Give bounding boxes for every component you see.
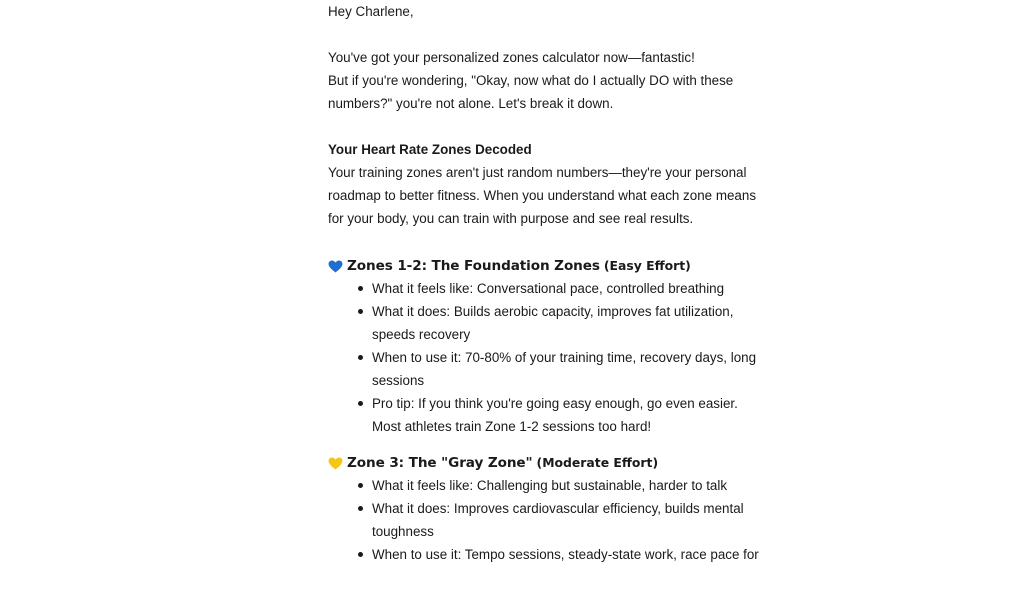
list-item	[328, 474, 748, 497]
bullet-line: toughness	[372, 524, 434, 539]
yellow-heart-icon	[328, 457, 343, 470]
bullet-dot	[358, 355, 363, 360]
bullet-dot	[358, 309, 363, 314]
bullet-line: What it feels like: Challenging but sustainable, harder to talk	[372, 478, 728, 493]
list-item	[328, 300, 748, 346]
bullet-line: Pro tip: If you think you're going easy enough, go even easier.	[372, 396, 738, 411]
intro-paragraph	[328, 46, 748, 115]
bullet-line: What it does: Improves cardiovascular efficiency, builds mental	[372, 501, 744, 516]
greeting: Hey Charlene,	[328, 4, 414, 19]
zone-effort: (Moderate Effort)	[536, 455, 659, 470]
bullet-line: What it feels like: Conversational pace, controlled breathing	[372, 281, 725, 296]
bullet-line: Most athletes train Zone 1-2 sessions too hard!	[372, 419, 652, 434]
zone-bullet-list	[328, 277, 757, 438]
section-line: Your training zones aren't just random numbers—they're your personal	[328, 165, 747, 180]
bullet-dot	[358, 286, 363, 291]
section-line: roadmap to better fitness. When you understand what each zone means	[328, 188, 757, 203]
section-heading: Your Heart Rate Zones Decoded	[328, 142, 532, 157]
zone-title: Zones 1-2: The Foundation Zones	[347, 257, 600, 274]
blue-heart-icon	[328, 260, 343, 273]
bullet-line: sessions	[372, 373, 425, 388]
section-line: for your body, you can train with purpose and see real results.	[328, 211, 694, 226]
email-body	[328, 0, 759, 566]
intro-line: You've got your personalized zones calculator now—fantastic!	[328, 50, 695, 65]
bullet-dot	[358, 552, 363, 557]
intro-line: numbers?" you're not alone. Let's break it down.	[328, 96, 614, 111]
list-item	[328, 497, 748, 543]
zone-title: Zone 3: The "Gray Zone"	[347, 454, 533, 471]
intro-line: But if you're wondering, "Okay, now what do I actually DO with these	[328, 73, 734, 88]
bullet-dot	[358, 506, 363, 511]
bullet-line: What it does: Builds aerobic capacity, improves fat utilization,	[372, 304, 734, 319]
zone-bullet-list	[328, 474, 759, 566]
section-paragraph	[328, 161, 757, 230]
bullet-dot	[358, 483, 363, 488]
zone-heading	[328, 451, 748, 474]
zone-effort: (Easy Effort)	[603, 258, 691, 273]
bullet-dot	[358, 401, 363, 406]
zone-heading	[328, 254, 748, 277]
list-item	[328, 392, 748, 438]
list-item	[328, 346, 757, 392]
bullet-line: When to use it: Tempo sessions, steady-state work, race pace for	[372, 547, 759, 562]
list-item	[328, 543, 759, 566]
list-item	[328, 277, 748, 300]
bullet-line: When to use it: 70-80% of your training time, recovery days, long	[372, 350, 757, 365]
bullet-line: speeds recovery	[372, 327, 471, 342]
